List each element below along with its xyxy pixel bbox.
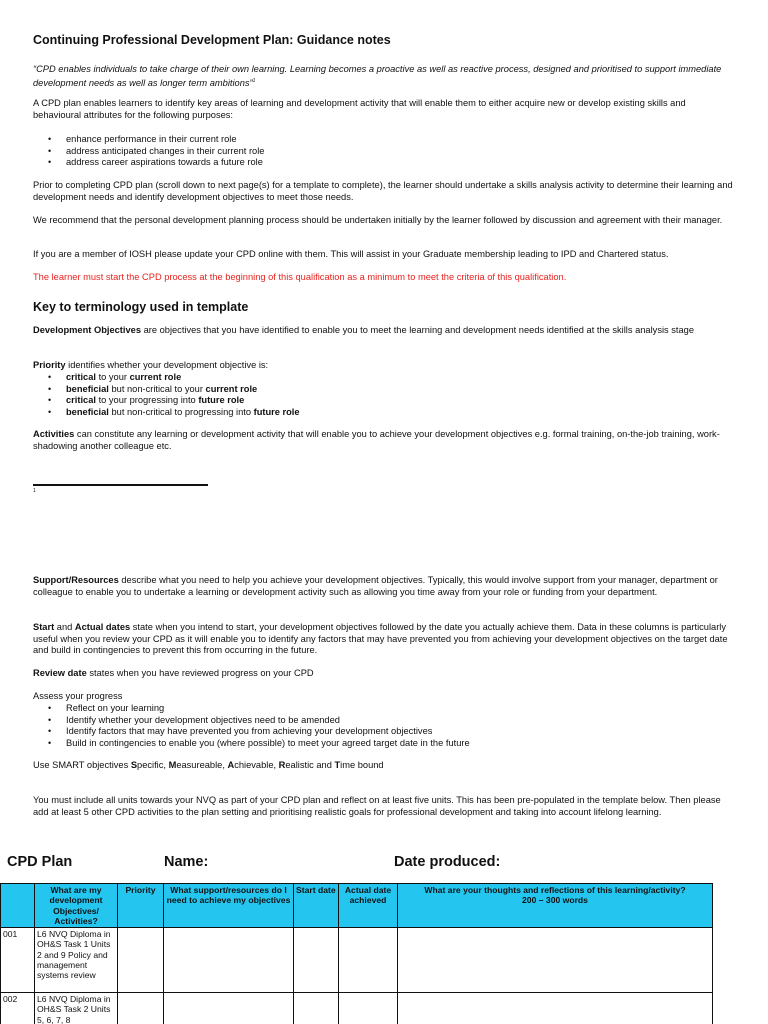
intro-paragraph: A CPD plan enables learners to identify key areas of learning and development activity that will enable them to either acquire new or develop existing skills and behavioural attributes for the following purposes: [33,98,686,120]
row-id: 001 [1,928,35,993]
review-paragraph: Review date states when you have reviewed progress on your CPD [33,668,314,678]
list-item: • enhance performance in their current role [33,134,733,146]
actual-dates-term: Actual dates [74,622,131,632]
activities-paragraph: Activities can constitute any learning or development activity that will enable you to achieve your development objectives e.g. formal training, on-the-job training, work-shadowing another colleague etc. [33,429,720,451]
assess-heading: Assess your progress [33,691,123,701]
dev-objectives-term: Development Objectives [33,325,141,335]
footnote-separator [33,484,208,486]
list-item: • critical to your current role [33,372,733,384]
priority-cell[interactable] [118,993,164,1024]
list-item: • beneficial but non-critical to progressing into future role [33,407,733,419]
recommend-paragraph: We recommend that the personal development planning process should be undertaken initially by the learner followed by discussion and agreement with their manager. [33,215,723,225]
start-date-cell[interactable] [294,993,339,1024]
quote-footnote-ref: 1 [252,77,256,84]
table-header-row [1,884,713,928]
key-heading: Key to terminology used in template [33,300,249,314]
row-id: 002 [1,993,35,1024]
name-label: Name: [164,854,209,870]
column-header: Start date [294,884,339,928]
cpd-quote: “CPD enables individuals to take charge of their own learning. Learning becomes a proactive as well as reactive process, designed and prioritised to support immediate development needs as well as longer term ambitions”$^1$ [33,64,722,88]
start-term: Start [33,622,55,632]
support-paragraph: Support/Resources describe what you need to help you achieve your development objectives. Typically, this would involve support from your manager, department or colleague to enable you to undertake a learning or development activity such as allowing you time away from your role or funding from your department. [33,575,718,597]
assess-list [33,703,733,749]
iosh-paragraph: If you are a member of IOSH please update your CPD online with them. This will assist in your Graduate membership leading to IPD and Chartered status. [33,249,669,259]
objective-cell: L6 NVQ Diploma in OH&S Task 2 Units 5, 6, 7, 8 [35,993,118,1024]
list-item: • Identify factors that may have prevented you from achieving your development objectives [33,726,733,738]
column-header: Priority [118,884,164,928]
column-header: Actual date achieved [339,884,398,928]
cpd-plan-table [0,883,713,1024]
purposes-list [33,134,733,169]
priority-paragraph: Priority identifies whether your development objective is: [33,360,269,370]
priority-term: Priority [33,360,66,370]
warning-paragraph: The learner must start the CPD process at the beginning of this qualification as a minimum to meet the criteria of this qualification. [33,272,567,282]
list-item: • Reflect on your learning [33,703,733,715]
table-row [1,928,713,993]
dates-paragraph: Start and Actual dates state when you intend to start, your development objectives followed by the date you actually achieve them. Data in these columns is particularly useful when you review your CPD as it will enable you to identify any factors that may have prevented you from achieving your development objectives on the target date and build in contingencies to prevent this from occurring in the future. [33,622,728,656]
list-item: • critical to your progressing into future role [33,395,733,407]
actual-date-cell[interactable] [339,928,398,993]
list-item: • Identify whether your development objectives need to be amended [33,715,733,727]
smart-paragraph: Use SMART objectives Specific, Measureable, Achievable, Realistic and Time bound [33,760,384,770]
column-header: What are your thoughts and reflections of this learning/activity? 200 – 300 words [398,884,713,928]
dev-objectives-paragraph: Development Objectives are objectives that you have identified to enable you to meet the learning and development needs identified at the skills analysis stage [33,325,695,335]
actual-date-cell[interactable] [339,993,398,1024]
footnote-mark: 1 [33,488,36,494]
page-title: Continuing Professional Development Plan: Guidance notes [33,33,391,47]
review-term: Review date [33,668,87,678]
priority-list [33,372,733,418]
priority-cell[interactable] [118,928,164,993]
list-item: • address anticipated changes in their current role [33,146,733,158]
cpd-plan-title: CPD Plan [7,854,73,870]
column-header: What support/resources do I need to achieve my objectives [164,884,294,928]
list-item: • Build in contingencies to enable you (where possible) to meet your agreed target date in the future [33,738,733,750]
reflection-cell[interactable] [398,993,713,1024]
date-produced-label: Date produced: [394,854,501,870]
list-item: • beneficial but non-critical to your current role [33,384,733,396]
activities-term: Activities [33,429,75,439]
support-term: Support/Resources [33,575,119,585]
start-date-cell[interactable] [294,928,339,993]
nvq-paragraph: You must include all units towards your NVQ as part of your CPD plan and reflect on at least five units. This has been pre-populated in the template below. Then please add at least 5 other CPD activities to the plan setting and prioritising realistic goals for professional development and taking into account lifelong learning. [33,795,721,817]
support-cell[interactable] [164,928,294,993]
list-item: • address career aspirations towards a future role [33,157,733,169]
support-cell[interactable] [164,993,294,1024]
reflection-cell[interactable] [398,928,713,993]
prior-paragraph: Prior to completing CPD plan (scroll down to next page(s) for a template to complete), the learner should undertake a skills analysis activity to determine their learning and development needs and identify development objectives to meet those needs. [33,180,733,202]
objective-cell: L6 NVQ Diploma in OH&S Task 1 Units 2 and 9 Policy and management systems review [35,928,118,993]
column-header: What are my development Objectives/ Activities? [35,884,118,928]
column-header [1,884,35,928]
table-row [1,993,713,1024]
